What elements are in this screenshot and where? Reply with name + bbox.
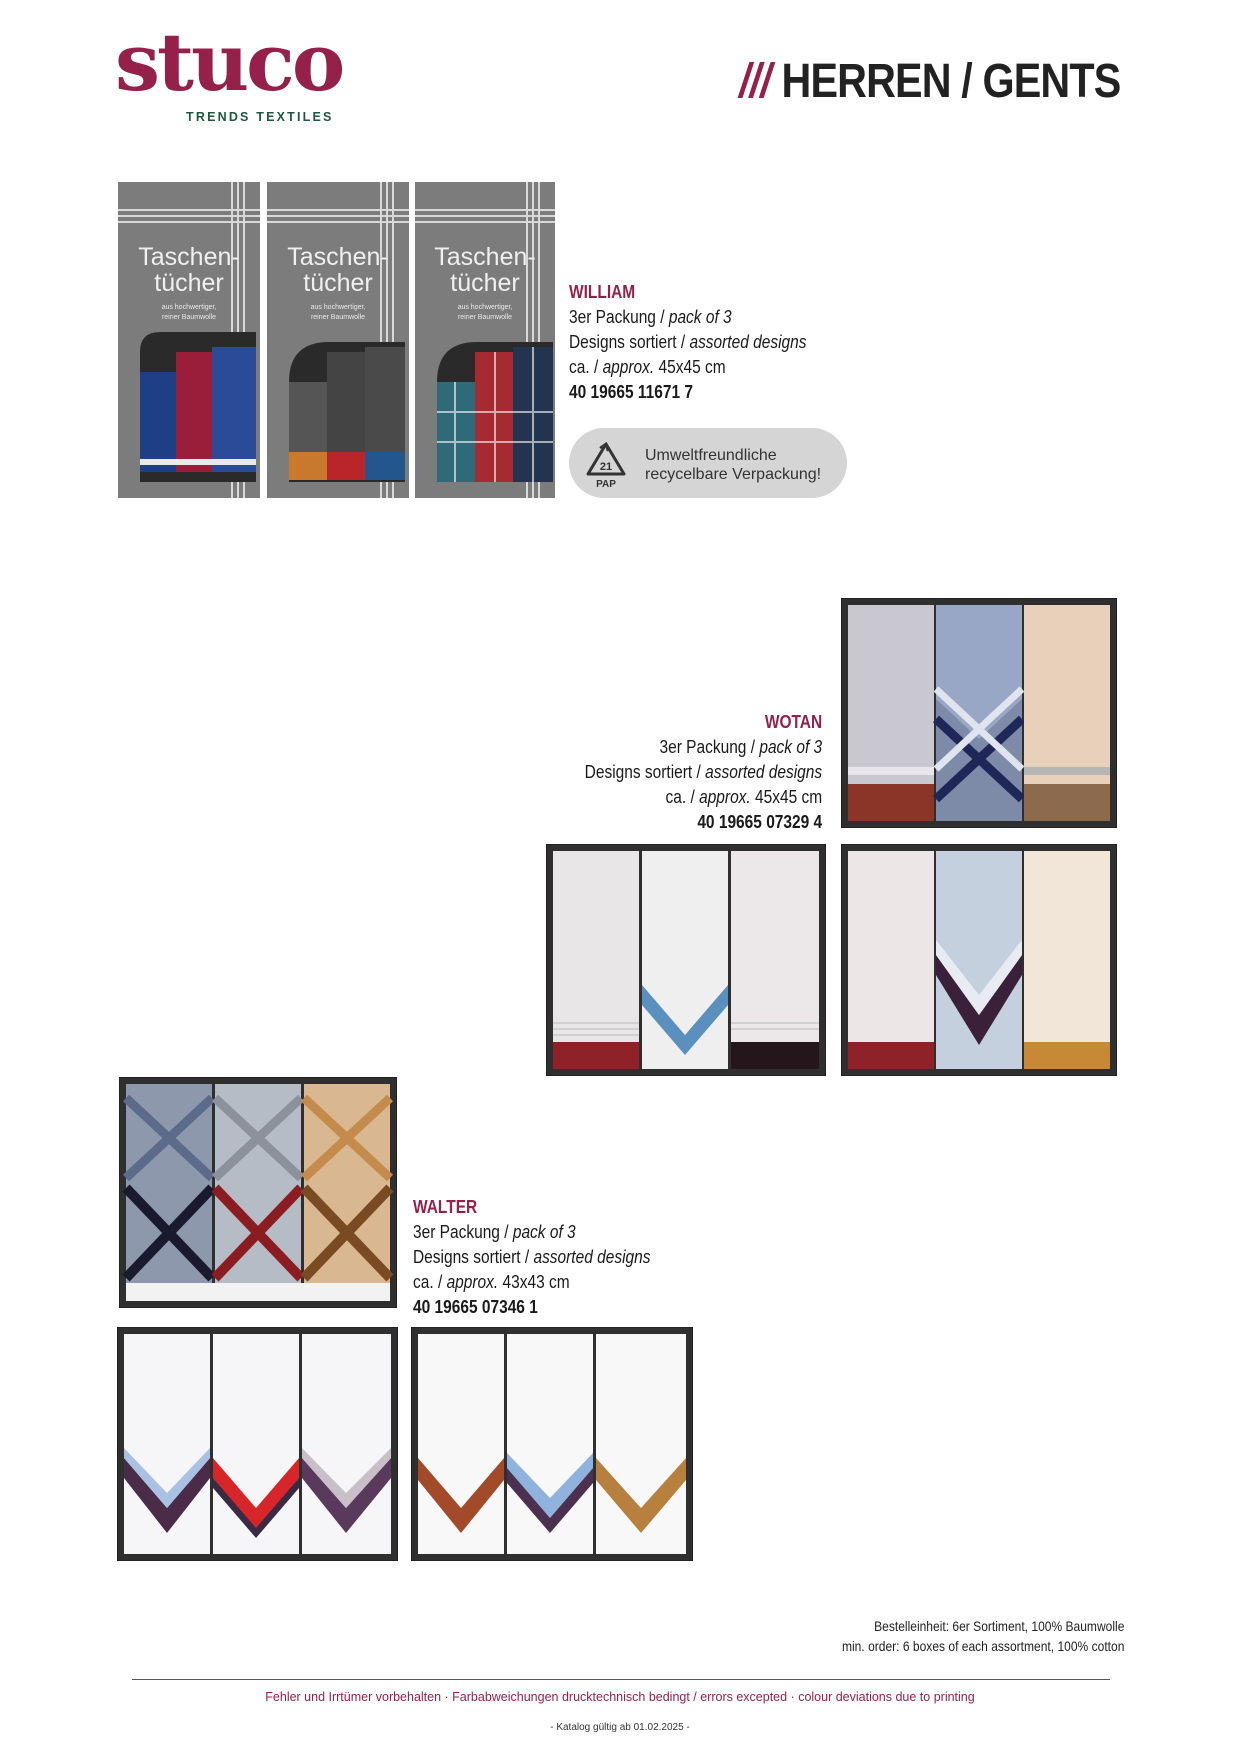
size-value: 45x45 cm — [658, 357, 726, 377]
box-title — [267, 244, 409, 296]
box-title-line-2: tücher — [303, 269, 373, 297]
recycle-number: 21 — [599, 461, 613, 473]
box-title-line-1: Taschen- — [434, 243, 536, 271]
pack-en: pack of 3 — [759, 737, 822, 757]
designs-de: Designs sortiert / — [413, 1247, 530, 1267]
product-size — [413, 1270, 650, 1295]
product-info-william — [569, 280, 806, 405]
product-designs — [413, 1245, 650, 1270]
box-subtitle-line-1: aus hochwertiger, — [457, 304, 513, 311]
size-de: ca. / — [413, 1272, 443, 1292]
product-designs — [569, 330, 806, 355]
size-en: approx. — [602, 357, 655, 377]
order-info-de: Bestelleinheit: 6er Sortiment, 100% Baumwolle — [873, 1618, 1124, 1634]
product-photo-wotan-3 — [842, 845, 1116, 1075]
designs-en: assorted designs — [689, 332, 807, 352]
size-de: ca. / — [569, 357, 599, 377]
product-info-walter — [413, 1195, 650, 1320]
product-ean: 40 19665 07346 1 — [413, 1297, 538, 1317]
product-info-wotan — [585, 710, 822, 835]
product-name: WALTER — [413, 1197, 478, 1217]
box-title-line-2: tücher — [154, 269, 224, 297]
product-designs — [585, 760, 822, 785]
order-info-en: min. order: 6 boxes of each assortment, 100% cotton — [841, 1638, 1124, 1654]
product-name: WILLIAM — [569, 282, 636, 302]
product-size — [569, 355, 806, 380]
product-photo-walter-2 — [118, 1328, 397, 1560]
box-title — [415, 244, 555, 296]
section-title-text: HERREN / GENTS — [781, 55, 1120, 108]
pack-en: pack of 3 — [668, 307, 732, 327]
box-title-line-1: Taschen- — [287, 243, 389, 271]
product-ean: 40 19665 07329 4 — [697, 812, 822, 832]
section-slashes: /// — [738, 55, 771, 108]
catalog-validity: - Katalog gültig ab 01.02.2025 - — [550, 1722, 690, 1733]
footer-divider — [132, 1679, 1110, 1680]
order-info — [842, 1616, 1124, 1656]
eco-text-line-2: recycelbare Verpackung! — [645, 466, 822, 483]
product-photo-william-3 — [415, 182, 555, 498]
pack-de: 3er Packung / — [413, 1222, 509, 1242]
box-subtitle-line-2: reiner Baumwolle — [457, 314, 513, 321]
product-ean: 40 19665 11671 7 — [569, 382, 693, 402]
recycle-code: PAP — [596, 479, 616, 490]
box-subtitle — [267, 303, 409, 323]
box-subtitle-line-2: reiner Baumwolle — [161, 314, 217, 321]
size-en: approx. — [446, 1272, 499, 1292]
pack-de: 3er Packung / — [659, 737, 755, 757]
box-subtitle-line-2: reiner Baumwolle — [310, 314, 366, 321]
designs-en: assorted designs — [704, 762, 822, 782]
product-photo-walter-1 — [120, 1078, 396, 1307]
recycle-icon — [580, 438, 632, 490]
product-photo-wotan-2 — [547, 845, 825, 1075]
product-pack — [569, 305, 806, 330]
product-photo-walter-3 — [412, 1328, 692, 1560]
size-value: 43x43 cm — [502, 1272, 570, 1292]
logo-tagline: TRENDS TEXTILES — [186, 110, 334, 124]
pack-en: pack of 3 — [512, 1222, 576, 1242]
box-subtitle-line-1: aus hochwertiger, — [161, 304, 217, 311]
product-photo-wotan-1 — [842, 599, 1116, 827]
pack-de: 3er Packung / — [569, 307, 665, 327]
box-title — [118, 244, 260, 296]
box-subtitle — [118, 303, 260, 323]
box-subtitle — [415, 303, 555, 323]
size-de: ca. / — [665, 787, 695, 807]
section-title — [739, 54, 1120, 109]
box-title-line-1: Taschen- — [138, 243, 240, 271]
product-pack — [413, 1220, 650, 1245]
designs-de: Designs sortiert / — [584, 762, 701, 782]
box-subtitle-line-1: aus hochwertiger, — [310, 304, 366, 311]
size-en: approx. — [698, 787, 751, 807]
disclaimer: Fehler und Irrtümer vorbehalten · Farbabweichungen drucktechnisch bedingt / errors excepted · colour deviations due to printing — [265, 1690, 975, 1704]
size-value: 45x45 cm — [754, 787, 822, 807]
eco-text — [645, 446, 821, 484]
product-size — [585, 785, 822, 810]
logo: stuco — [115, 15, 343, 109]
product-pack — [585, 735, 822, 760]
eco-text-line-1: Umweltfreundliche — [645, 447, 777, 464]
product-photo-william-1 — [118, 182, 260, 498]
product-photo-william-2 — [267, 182, 409, 498]
product-name: WOTAN — [764, 712, 822, 732]
designs-de: Designs sortiert / — [569, 332, 686, 352]
box-title-line-2: tücher — [450, 269, 520, 297]
designs-en: assorted designs — [533, 1247, 651, 1267]
